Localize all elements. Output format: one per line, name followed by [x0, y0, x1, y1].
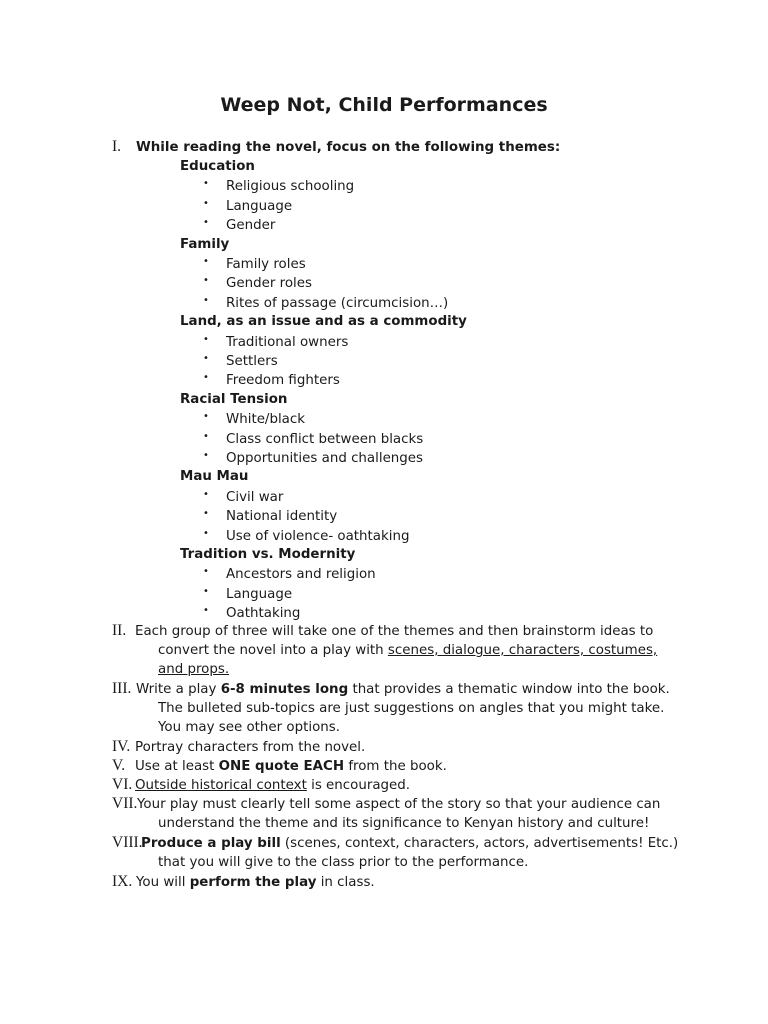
bullet-icon: •	[203, 508, 209, 520]
theme-heading: Tradition vs. Modernity	[180, 547, 356, 562]
item-numeral-vii: VII.	[112, 795, 138, 812]
item-vii-line-1: Your play must clearly tell some aspect of the story so that your audience can	[137, 797, 661, 812]
theme-subtopic: Rites of passage (circumcision…)	[226, 295, 449, 311]
item-iii-bold: 6-8 minutes long	[220, 682, 349, 697]
theme-subtopic: Traditional owners	[226, 334, 349, 350]
item-vii-line-2: understand the theme and its significance to Kenyan history and culture!	[158, 816, 650, 831]
item-numeral-v: V.	[112, 757, 126, 774]
bullet-icon: •	[203, 605, 209, 617]
theme-subtopic: Religious schooling	[226, 179, 355, 195]
item-ix-bold: perform the play	[189, 875, 317, 890]
item-numeral-iii: III.	[112, 680, 132, 697]
theme-subtopic: Language	[226, 198, 293, 214]
item-iii-text-c: that provides a thematic window into the book.	[348, 682, 670, 697]
section-numeral-i: I.	[112, 138, 122, 155]
item-numeral-iv: IV.	[112, 738, 131, 755]
bullet-icon: •	[203, 430, 209, 442]
item-ix-line	[136, 873, 375, 892]
bullet-icon: •	[203, 353, 209, 364]
item-numeral-vi: VI.	[112, 776, 133, 793]
bullet-icon: •	[203, 256, 209, 267]
theme-subtopic: Opportunities and challenges	[226, 451, 424, 466]
item-ii-line-2	[158, 641, 657, 660]
bullet-icon: •	[203, 197, 209, 209]
item-v-bold: ONE quote EACH	[218, 759, 345, 774]
bullet-icon: •	[203, 488, 209, 500]
theme-subtopic: Ancestors and religion	[226, 567, 376, 583]
bullet-icon: •	[203, 411, 209, 423]
theme-heading: Family	[180, 236, 230, 252]
bullet-icon: •	[203, 217, 209, 229]
bullet-icon: •	[203, 333, 209, 345]
item-ix-text-c: in class.	[316, 875, 375, 890]
theme-heading: Racial Tension	[180, 391, 288, 407]
item-viii-line-1	[141, 834, 678, 853]
theme-subtopic: Settlers	[226, 354, 278, 369]
item-ii-line-3: and props.	[158, 662, 230, 677]
bullet-icon: •	[203, 275, 209, 287]
item-vi-line	[135, 776, 410, 795]
bullet-icon: •	[203, 527, 209, 539]
item-iv-text: Portray characters from the novel.	[135, 740, 366, 755]
item-numeral-ix: IX.	[112, 873, 133, 890]
bullet-icon: •	[203, 450, 209, 461]
bullet-icon: •	[203, 178, 209, 190]
item-ix-text-a: You will	[136, 875, 190, 890]
item-viii-bold: Produce a play bill	[141, 836, 281, 851]
item-vi-text-c: is encouraged.	[306, 778, 411, 793]
theme-subtopic: Oathtaking	[226, 606, 301, 622]
item-ii-line-1: Each group of three will take one of the themes and then brainstorm ideas to	[135, 624, 654, 639]
theme-subtopic: Use of violence- oathtaking	[226, 528, 410, 544]
section-i-heading: While reading the novel, focus on the following themes:	[136, 140, 561, 155]
item-iii-line-3: You may see other options.	[158, 720, 340, 735]
item-viii-text-c: (scenes, context, characters, actors, advertisements! Etc.)	[280, 836, 679, 851]
theme-subtopic: National identity	[226, 509, 338, 525]
item-v-text-a: Use at least	[135, 759, 219, 774]
theme-subtopic: Freedom fighters	[226, 373, 340, 389]
theme-heading: Land, as an issue and as a commodity	[180, 314, 467, 330]
item-vi-underlined: Outside historical context	[135, 778, 307, 793]
item-ii-line-2-text: convert the novel into a play with	[158, 643, 388, 658]
item-v-line	[135, 757, 447, 776]
item-iii-line-2: The bulleted sub-topics are just suggestions on angles that you might take.	[158, 701, 665, 716]
theme-heading: Education	[180, 159, 255, 174]
item-viii-line-2: that you will give to the class prior to the performance.	[158, 855, 529, 870]
theme-subtopic: Family roles	[226, 257, 306, 272]
theme-subtopic: Language	[226, 586, 293, 602]
item-numeral-ii: II.	[112, 622, 127, 639]
bullet-icon: •	[203, 372, 209, 384]
item-v-text-c: from the book.	[344, 759, 447, 774]
theme-subtopic: Gender roles	[226, 276, 312, 292]
page-title: Weep Not, Child Performances	[220, 94, 548, 116]
item-iii-text-a: Write a play	[136, 682, 221, 697]
item-numeral-viii: VIII.	[112, 834, 143, 851]
bullet-icon: •	[203, 566, 209, 578]
bullet-icon: •	[203, 585, 209, 597]
item-ii-underlined: scenes, dialogue, characters, costumes,	[387, 643, 658, 658]
theme-heading: Mau Mau	[180, 469, 249, 485]
theme-subtopic: Gender	[226, 218, 276, 234]
bullet-icon: •	[203, 294, 209, 306]
theme-subtopic: Class conflict between blacks	[226, 431, 424, 447]
theme-subtopic: Civil war	[226, 489, 284, 505]
theme-subtopic: White/black	[226, 412, 305, 428]
item-iii-line-1	[136, 680, 670, 699]
